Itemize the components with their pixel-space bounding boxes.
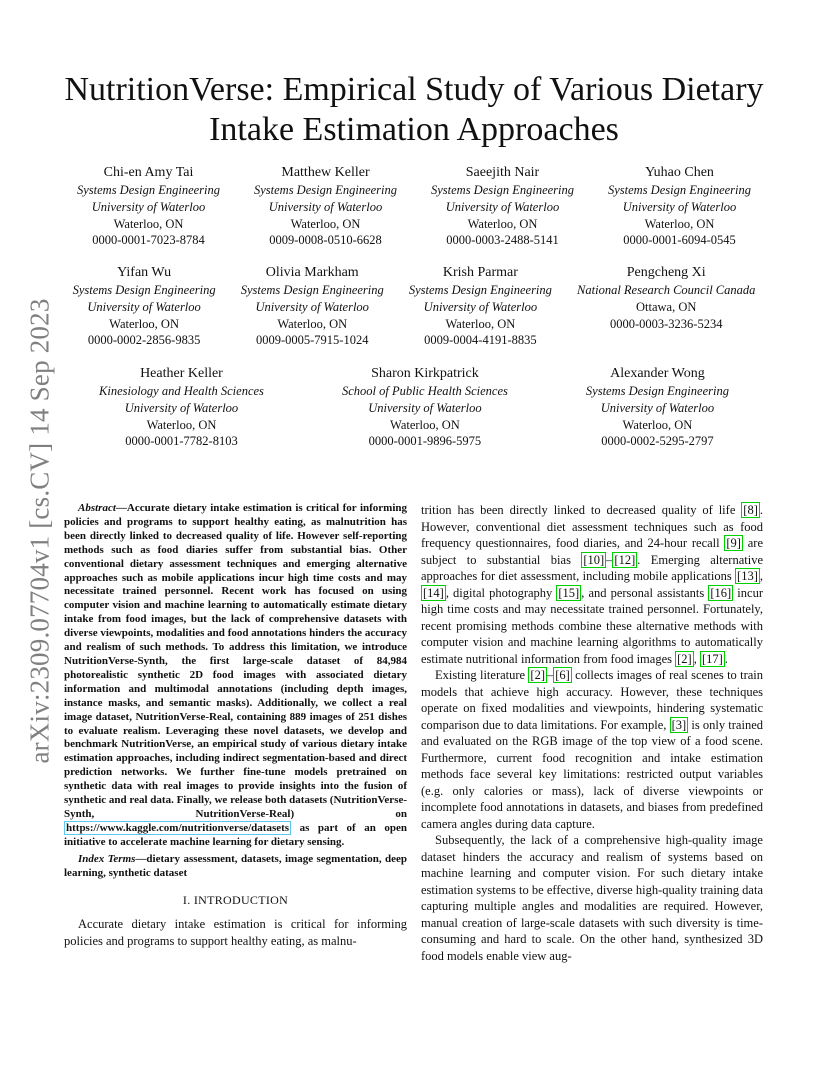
author-block <box>577 264 755 349</box>
author-orcid: 0009-0004-4191-8835 <box>424 333 537 348</box>
author-dept: Systems Design Engineering <box>607 183 752 197</box>
author-orcid: 0009-0008-0510-6628 <box>269 233 382 248</box>
citation-link[interactable]: [17] <box>701 651 723 666</box>
author-orcid: 0000-0001-7782-8103 <box>125 434 238 449</box>
author-block <box>342 365 508 450</box>
author-org: University of Waterloo <box>124 400 239 415</box>
author-org: University of Waterloo <box>423 299 538 314</box>
citation-link[interactable]: [15] <box>558 585 580 600</box>
text-run: , <box>693 651 700 666</box>
citation-link[interactable]: [2] <box>530 668 545 682</box>
author-block <box>608 164 751 249</box>
citation-link[interactable]: [3] <box>671 717 687 732</box>
author-block <box>431 164 574 249</box>
intro-paragraph-1-start: Accurate dietary intake estimation is critical for informing policies and programs to support healthy eating, as malnu- <box>64 917 407 948</box>
author-block <box>77 164 220 249</box>
author-block <box>241 264 384 349</box>
text-run: trition has been directly linked to decreased quality of life <box>421 503 742 517</box>
left-column <box>64 502 407 949</box>
author-location: Waterloo, ON <box>290 216 361 231</box>
arxiv-stamp <box>20 286 60 776</box>
author-orcid: 0000-0001-6094-0545 <box>623 233 736 248</box>
author-orcid: 0000-0003-3236-5234 <box>609 316 723 331</box>
author-location: Waterloo, ON <box>113 216 184 231</box>
author-orcid: 0000-0003-2488-5141 <box>446 233 559 248</box>
author-orcid: 0009-0005-7915-1024 <box>255 333 369 348</box>
intro-paragraph-2 <box>421 667 763 832</box>
text-run: , digital photography <box>445 585 557 600</box>
index-terms <box>64 853 407 881</box>
text-run: is only trained and evaluated on the RGB image of the top view of a food scene. Furthermore, current food recognition and intake estimation methods face several key limitations: restricted output variables (e.g. only calories or mass), lack of diverse viewpoints or incomplete food annotations in datasets, and biases from predefined camera angles during data capture. <box>421 717 763 831</box>
text-run: , and personal assistants <box>581 585 709 600</box>
author-block <box>254 164 397 249</box>
author-dept: Kinesiology and Health Sciences <box>99 384 264 398</box>
author-dept: Systems Design Engineering <box>72 283 216 297</box>
author-location: Waterloo, ON <box>109 316 179 331</box>
author-block <box>99 365 264 450</box>
intro-paragraph-3: Subsequently, the lack of a comprehensive high-quality image dataset hinders the accuracy and realism of systems based on machine learning and computer vision. For such dietary intake estimation systems to be effective, diverse high-quality training data capturing multiple angles and modalities are required. However, manual creation of large-scale datasets with such diversity is time-consuming and hard to scale. On the other hand, synthesized 3D food models enable view aug- <box>421 833 763 963</box>
abstract-text: Accurate dietary intake estimation is critical for informing policies and programs to support healthy eating, as malnutrition has been directly linked to decreased quality of life. However self-reporting methods such as food diaries suffer from substantial bias. Other conventional dietary assessment techniques and emerging alternative approaches such as mobile applications incur high time costs and may necessitate trained personnel. Recent work has focused on using computer vision and machine learning to automatically estimate dietary intake from food images, but the lack of comprehensive datasets with diverse viewpoints, modalities and food annotations hinders the accuracy and realism of such methods. To address this limitation, we introduce NutritionVerse-Synth, the first large-scale dataset of 84,984 photorealistic synthetic 2D food images with associated dietary information and multimodal annotations (including depth images, instance masks, and semantic masks). Additionally, we collect a real image dataset, NutritionVerse-Real, containing 889 images of 251 dishes to evaluate realism. Leveraging these novel datasets, we develop and benchmark NutritionVerse, an empirical study of various dietary intake estimation approaches, including indirect segmentation-based and direct prediction networks. We further fine-tune models pretrained on synthetic data with real images to provide insights into the fusion of synthetic and real data. Finally, we release both datasets (NutritionVerse-Synth, NutritionVerse-Real) on <box>64 502 407 820</box>
author-block <box>586 365 729 450</box>
abstract <box>64 502 407 850</box>
author-dept: School of Public Health Sciences <box>341 384 508 398</box>
author-name: Olivia Markham <box>265 265 359 280</box>
author-location: Waterloo, ON <box>622 417 693 432</box>
author-name: Alexander Wong <box>610 366 705 381</box>
citation-link[interactable]: [12] <box>614 552 636 567</box>
citation-link[interactable]: [6] <box>555 668 570 682</box>
author-org: University of Waterloo <box>445 199 560 214</box>
text-run: collects images of real scenes to train models that achieve high accuracy. However, these techniques operate on fixed modalities and viewpoints, hindering systematic comparison due to data limitations. For example, <box>421 668 764 732</box>
author-org: University of Waterloo <box>622 199 737 214</box>
author-org: University of Waterloo <box>87 299 201 314</box>
index-terms-text: dietary assessment, datasets, image segmentation, deep learning, synthetic dataset <box>64 852 408 879</box>
paper-title: NutritionVerse: Empirical Study of Various Dietary Intake Estimation Approaches <box>64 71 764 148</box>
author-location: Ottawa, ON <box>636 299 697 314</box>
author-name: Matthew Keller <box>281 165 370 180</box>
author-orcid: 0000-0002-5295-2797 <box>601 434 714 449</box>
author-dept: Systems Design Engineering <box>240 283 384 297</box>
author-row-1 <box>60 164 768 249</box>
author-row-3 <box>60 365 768 450</box>
index-terms-dash: — <box>135 852 147 865</box>
author-org: University of Waterloo <box>368 400 482 415</box>
citation-link[interactable]: [10] <box>583 552 605 567</box>
author-location: Waterloo, ON <box>390 417 460 432</box>
author-orcid: 0000-0001-7023-8784 <box>92 233 205 248</box>
author-block <box>73 264 216 349</box>
author-name: Heather Keller <box>140 366 223 381</box>
text-run: Existing literature <box>435 668 529 682</box>
author-dept: Systems Design Engineering <box>585 384 729 398</box>
author-row-2 <box>60 264 768 349</box>
text-run: are subject to substantial bias <box>421 536 763 567</box>
author-dept: Systems Design Engineering <box>76 183 221 197</box>
author-dept: National Research Council Canada <box>577 283 756 297</box>
right-column <box>421 502 763 964</box>
author-dept: Systems Design Engineering <box>253 183 398 197</box>
dataset-link[interactable]: https://www.kaggle.com/nutritionverse/datasets <box>66 821 290 834</box>
author-block <box>409 264 552 349</box>
index-terms-label: Index Terms <box>78 852 136 865</box>
author-name: Saeejith Nair <box>465 165 540 180</box>
text-run: incur high time costs and may necessitate trained personnel. Fortunately, recent promising methods combine these alternative methods with computer vision and machine learning algorithms to automatically estimate nutritional information from food images <box>421 585 763 666</box>
author-org: University of Waterloo <box>268 199 383 214</box>
author-name: Yuhao Chen <box>645 165 714 180</box>
citation-link[interactable]: [9] <box>726 536 741 550</box>
author-org: University of Waterloo <box>91 199 206 214</box>
author-name: Krish Parmar <box>442 265 518 280</box>
author-org: University of Waterloo <box>600 400 715 415</box>
section-heading-introduction: I. INTRODUCTION <box>182 893 289 908</box>
citation-link[interactable]: [8] <box>743 503 758 517</box>
author-org: University of Waterloo <box>255 299 369 314</box>
citation-link[interactable]: [16] <box>710 585 732 600</box>
abstract-dash: — <box>115 502 127 514</box>
abstract-label: Abstract <box>78 502 116 514</box>
author-location: Waterloo, ON <box>467 216 538 231</box>
text-run: – <box>547 668 554 682</box>
author-name: Yifan Wu <box>117 265 172 280</box>
citation-link[interactable]: [14] <box>423 585 444 600</box>
author-orcid: 0000-0002-2856-9835 <box>87 333 201 348</box>
author-location: Waterloo, ON <box>644 216 715 231</box>
text-run: . <box>724 651 728 666</box>
author-location: Waterloo, ON <box>445 316 516 331</box>
author-dept: Systems Design Engineering <box>408 283 552 297</box>
author-dept: Systems Design Engineering <box>430 183 575 197</box>
author-location: Waterloo, ON <box>277 316 348 331</box>
text-run: – <box>606 552 613 567</box>
intro-paragraph-1-cont <box>421 502 763 667</box>
author-name: Sharon Kirkpatrick <box>371 366 479 381</box>
text-run: . Emerging alternative approaches for diet assessment, including mobile applications <box>421 552 763 583</box>
citation-link[interactable]: [13] <box>737 569 758 583</box>
author-name: Chi-en Amy Tai <box>103 165 194 180</box>
text-run: , <box>759 569 763 583</box>
citation-link[interactable]: [2] <box>677 651 692 666</box>
author-name: Pengcheng Xi <box>626 265 706 280</box>
author-orcid: 0000-0001-9896-5975 <box>368 434 482 449</box>
text-run: . However, conventional diet assessment techniques such as food frequency questionnaires, food diaries, and 24-hour recall <box>421 503 763 550</box>
arxiv-stamp-text: arXiv:2309.07704v1 [cs.CV] 14 Sep 2023 <box>24 298 55 764</box>
author-location: Waterloo, ON <box>146 417 217 432</box>
abstract-text-end: as part of an open initiative to accelerate machine learning for dietary sensing. <box>64 821 407 848</box>
